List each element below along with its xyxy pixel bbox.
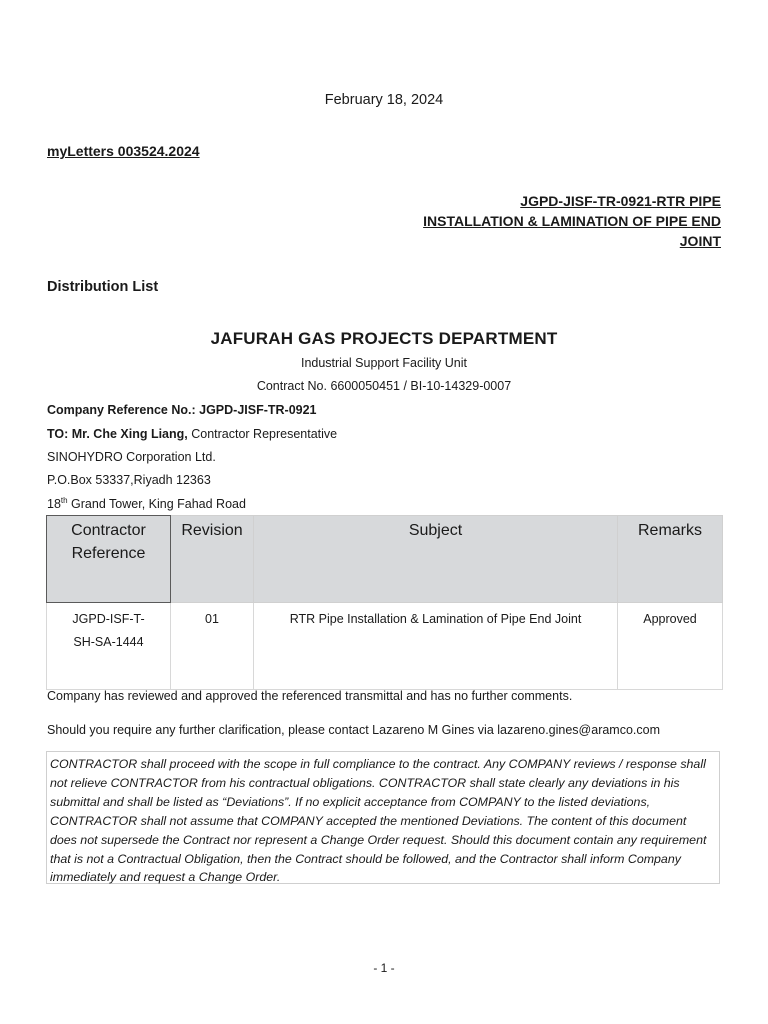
street-address: 18th Grand Tower, King Fahad Road xyxy=(47,496,246,512)
disclaimer-box: CONTRACTOR shall proceed with the scope in full compliance to the contract. Any COMPANY reviews / response shall not relieve CONTRACTOR from his contractual obligations. CONTRACTOR shall state clearly any deviations in his submittal and shall be listed as “Deviations”. If no explicit acceptance from COMPANY to the listed deviations, CONTRACTOR shall not assume that COMPANY accepted the mentioned Deviations. The content of this document does not supersede the Contract nor represent a Change Order request. Should this document contain any requirement that is not a Contractual Obligation, then the Contract should be followed, and the Contractor shall inform Company immediately and request a Change Order. xyxy=(46,751,720,884)
contact-note: Should you require any further clarification, please contact Lazareno M Gines via lazareno.gines@aramco.com xyxy=(47,723,661,737)
page-number: - 1 - xyxy=(373,961,395,975)
cell-subject: RTR Pipe Installation & Lamination of Pipe End Joint xyxy=(254,603,618,690)
reviewed-note: Company has reviewed and approved the referenced transmittal and has no further comments. xyxy=(47,689,573,703)
header-subject: Subject xyxy=(254,516,618,603)
table-row xyxy=(47,603,723,690)
cell-remarks: Approved xyxy=(618,603,723,690)
department-name: JAFURAH GAS PROJECTS DEPARTMENT xyxy=(210,329,558,348)
title-line-2: INSTALLATION & LAMINATION OF PIPE END xyxy=(423,213,721,229)
distribution-heading: Distribution List xyxy=(47,279,159,295)
unit-name: Industrial Support Facility Unit xyxy=(300,356,468,370)
document-title xyxy=(423,191,721,251)
cell-revision: 01 xyxy=(171,603,254,690)
transmittal-table xyxy=(46,515,722,690)
po-box: P.O.Box 53337,Riyadh 12363 xyxy=(47,473,211,487)
cell-contractor-reference: JGPD-ISF-T- SH-SA-1444 xyxy=(47,603,171,690)
recipient xyxy=(47,427,337,441)
letter-date: February 18, 2024 xyxy=(324,92,444,108)
letter-reference: myLetters 003524.2024 xyxy=(47,143,200,159)
company-reference: Company Reference No.: JGPD-JISF-TR-0921 xyxy=(47,403,317,417)
header-remarks: Remarks xyxy=(618,516,723,603)
table-header-row xyxy=(47,516,723,603)
recipient-role: Contractor Representative xyxy=(187,427,338,441)
recipient-name: TO: Mr. Che Xing Liang, xyxy=(47,427,188,441)
header-contractor-reference: Contractor Reference xyxy=(47,516,171,603)
title-line-1: JGPD-JISF-TR-0921-RTR PIPE xyxy=(520,193,721,209)
header-revision: Revision xyxy=(171,516,254,603)
company-name: SINOHYDRO Corporation Ltd. xyxy=(47,450,216,464)
title-line-3: JOINT xyxy=(679,233,721,249)
contract-number: Contract No. 6600050451 / BI-10-14329-0007 xyxy=(256,379,512,393)
